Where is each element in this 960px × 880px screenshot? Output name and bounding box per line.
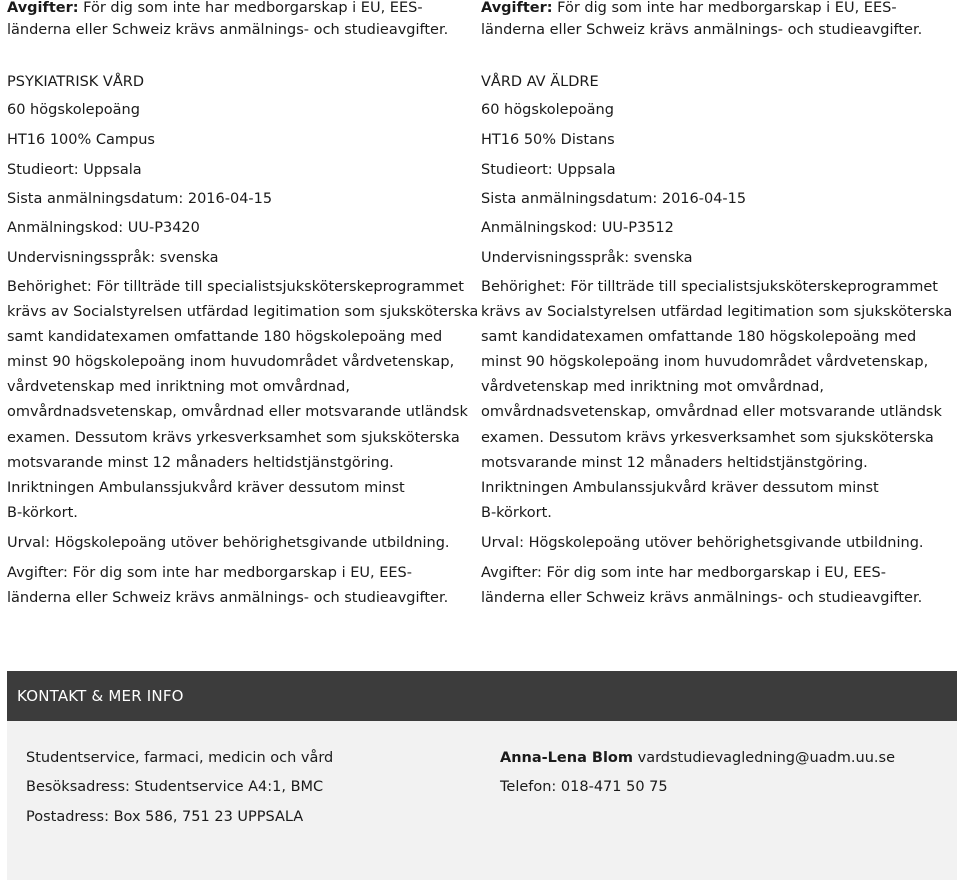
eligibility-line: motsvarande minst 12 månaders heltidstjänstgöring. — [481, 455, 868, 471]
eligibility-line: vårdvetenskap med inriktning mot omvårdnad, — [481, 379, 824, 395]
eligibility-line: examen. Dessutom krävs yrkesverksamhet som sjuksköterska — [7, 430, 460, 446]
program-language: Undervisningsspråk: svenska — [481, 250, 693, 266]
top-fee-line-2: länderna eller Schweiz krävs anmälnings- och studieavgifter. — [481, 22, 923, 38]
contact-phone: Telefon: 018-471 50 75 — [500, 779, 668, 795]
program-deadline: Sista anmälningsdatum: 2016-04-15 — [481, 191, 747, 207]
eligibility-line: omvårdnadsvetenskap, omvårdnad eller motsvarande utländsk — [7, 404, 468, 420]
eligibility-line: vårdvetenskap med inriktning mot omvårdnad, — [7, 379, 350, 395]
eligibility-line: B-körkort. — [7, 505, 78, 521]
program-language: Undervisningsspråk: svenska — [7, 250, 219, 266]
eligibility-line: samt kandidatexamen omfattande 180 högskolepoäng med — [481, 329, 917, 345]
contact-visit-address: Besöksadress: Studentservice A4:1, BMC — [26, 779, 324, 795]
fee-line-1: Avgifter: För dig som inte har medborgarskap i EU, EES- — [481, 565, 886, 581]
contact-person — [500, 748, 895, 768]
contact-email-link[interactable]: vardstudievagledning@uadm.uu.se — [637, 750, 895, 766]
contact-postal-address: Postadress: Box 586, 751 23 UPPSALA — [26, 809, 304, 825]
program-title: PSYKIATRISK VÅRD — [7, 74, 144, 90]
program-title: VÅRD AV ÄLDRE — [481, 74, 599, 90]
contact-service: Studentservice, farmaci, medicin och vård — [26, 750, 334, 766]
contact-person-name: Anna-Lena Blom — [500, 750, 633, 766]
program-deadline: Sista anmälningsdatum: 2016-04-15 — [7, 191, 273, 207]
fee-line-2: länderna eller Schweiz krävs anmälnings- och studieavgifter. — [481, 590, 923, 606]
program-location: Studieort: Uppsala — [481, 162, 616, 178]
eligibility-line: krävs av Socialstyrelsen utfärdad legitimation som sjuksköterska — [7, 304, 479, 320]
top-fee-line-1: Avgifter: För dig som inte har medborgarskap i EU, EES- — [7, 0, 423, 16]
program-term: HT16 50% Distans — [481, 132, 615, 148]
program-credits: 60 högskolepoäng — [7, 102, 140, 118]
eligibility-line: minst 90 högskolepoäng inom huvudområdet vårdvetenskap, — [481, 354, 929, 370]
program-selection: Urval: Högskolepoäng utöver behörighetsgivande utbildning. — [7, 535, 450, 551]
eligibility-line: krävs av Socialstyrelsen utfärdad legitimation som sjuksköterska — [481, 304, 953, 320]
program-term: HT16 100% Campus — [7, 132, 155, 148]
eligibility-line: Inriktningen Ambulanssjukvård kräver dessutom minst — [481, 480, 879, 496]
eligibility-line: samt kandidatexamen omfattande 180 högskolepoäng med — [7, 329, 443, 345]
top-fee-line-2: länderna eller Schweiz krävs anmälnings- och studieavgifter. — [7, 22, 449, 38]
contact-box — [7, 671, 957, 880]
eligibility-line: examen. Dessutom krävs yrkesverksamhet som sjuksköterska — [481, 430, 934, 446]
program-selection: Urval: Högskolepoäng utöver behörighetsgivande utbildning. — [481, 535, 924, 551]
eligibility-line: Inriktningen Ambulanssjukvård kräver dessutom minst — [7, 480, 405, 496]
program-code: Anmälningskod: UU-P3420 — [7, 220, 200, 236]
eligibility-line: Behörighet: För tillträde till specialistsjuksköterskeprogrammet — [481, 279, 938, 295]
program-code: Anmälningskod: UU-P3512 — [481, 220, 674, 236]
contact-header: KONTAKT & MER INFO — [7, 671, 957, 721]
fee-line-1: Avgifter: För dig som inte har medborgarskap i EU, EES- — [7, 565, 412, 581]
eligibility-line: omvårdnadsvetenskap, omvårdnad eller motsvarande utländsk — [481, 404, 942, 420]
eligibility-line: motsvarande minst 12 månaders heltidstjänstgöring. — [7, 455, 394, 471]
program-credits: 60 högskolepoäng — [481, 102, 614, 118]
eligibility-line: minst 90 högskolepoäng inom huvudområdet vårdvetenskap, — [7, 354, 455, 370]
fee-line-2: länderna eller Schweiz krävs anmälnings- och studieavgifter. — [7, 590, 449, 606]
eligibility-line: Behörighet: För tillträde till specialistsjuksköterskeprogrammet — [7, 279, 464, 295]
top-fee-line-1: Avgifter: För dig som inte har medborgarskap i EU, EES- — [481, 0, 897, 16]
program-location: Studieort: Uppsala — [7, 162, 142, 178]
eligibility-line: B-körkort. — [481, 505, 552, 521]
